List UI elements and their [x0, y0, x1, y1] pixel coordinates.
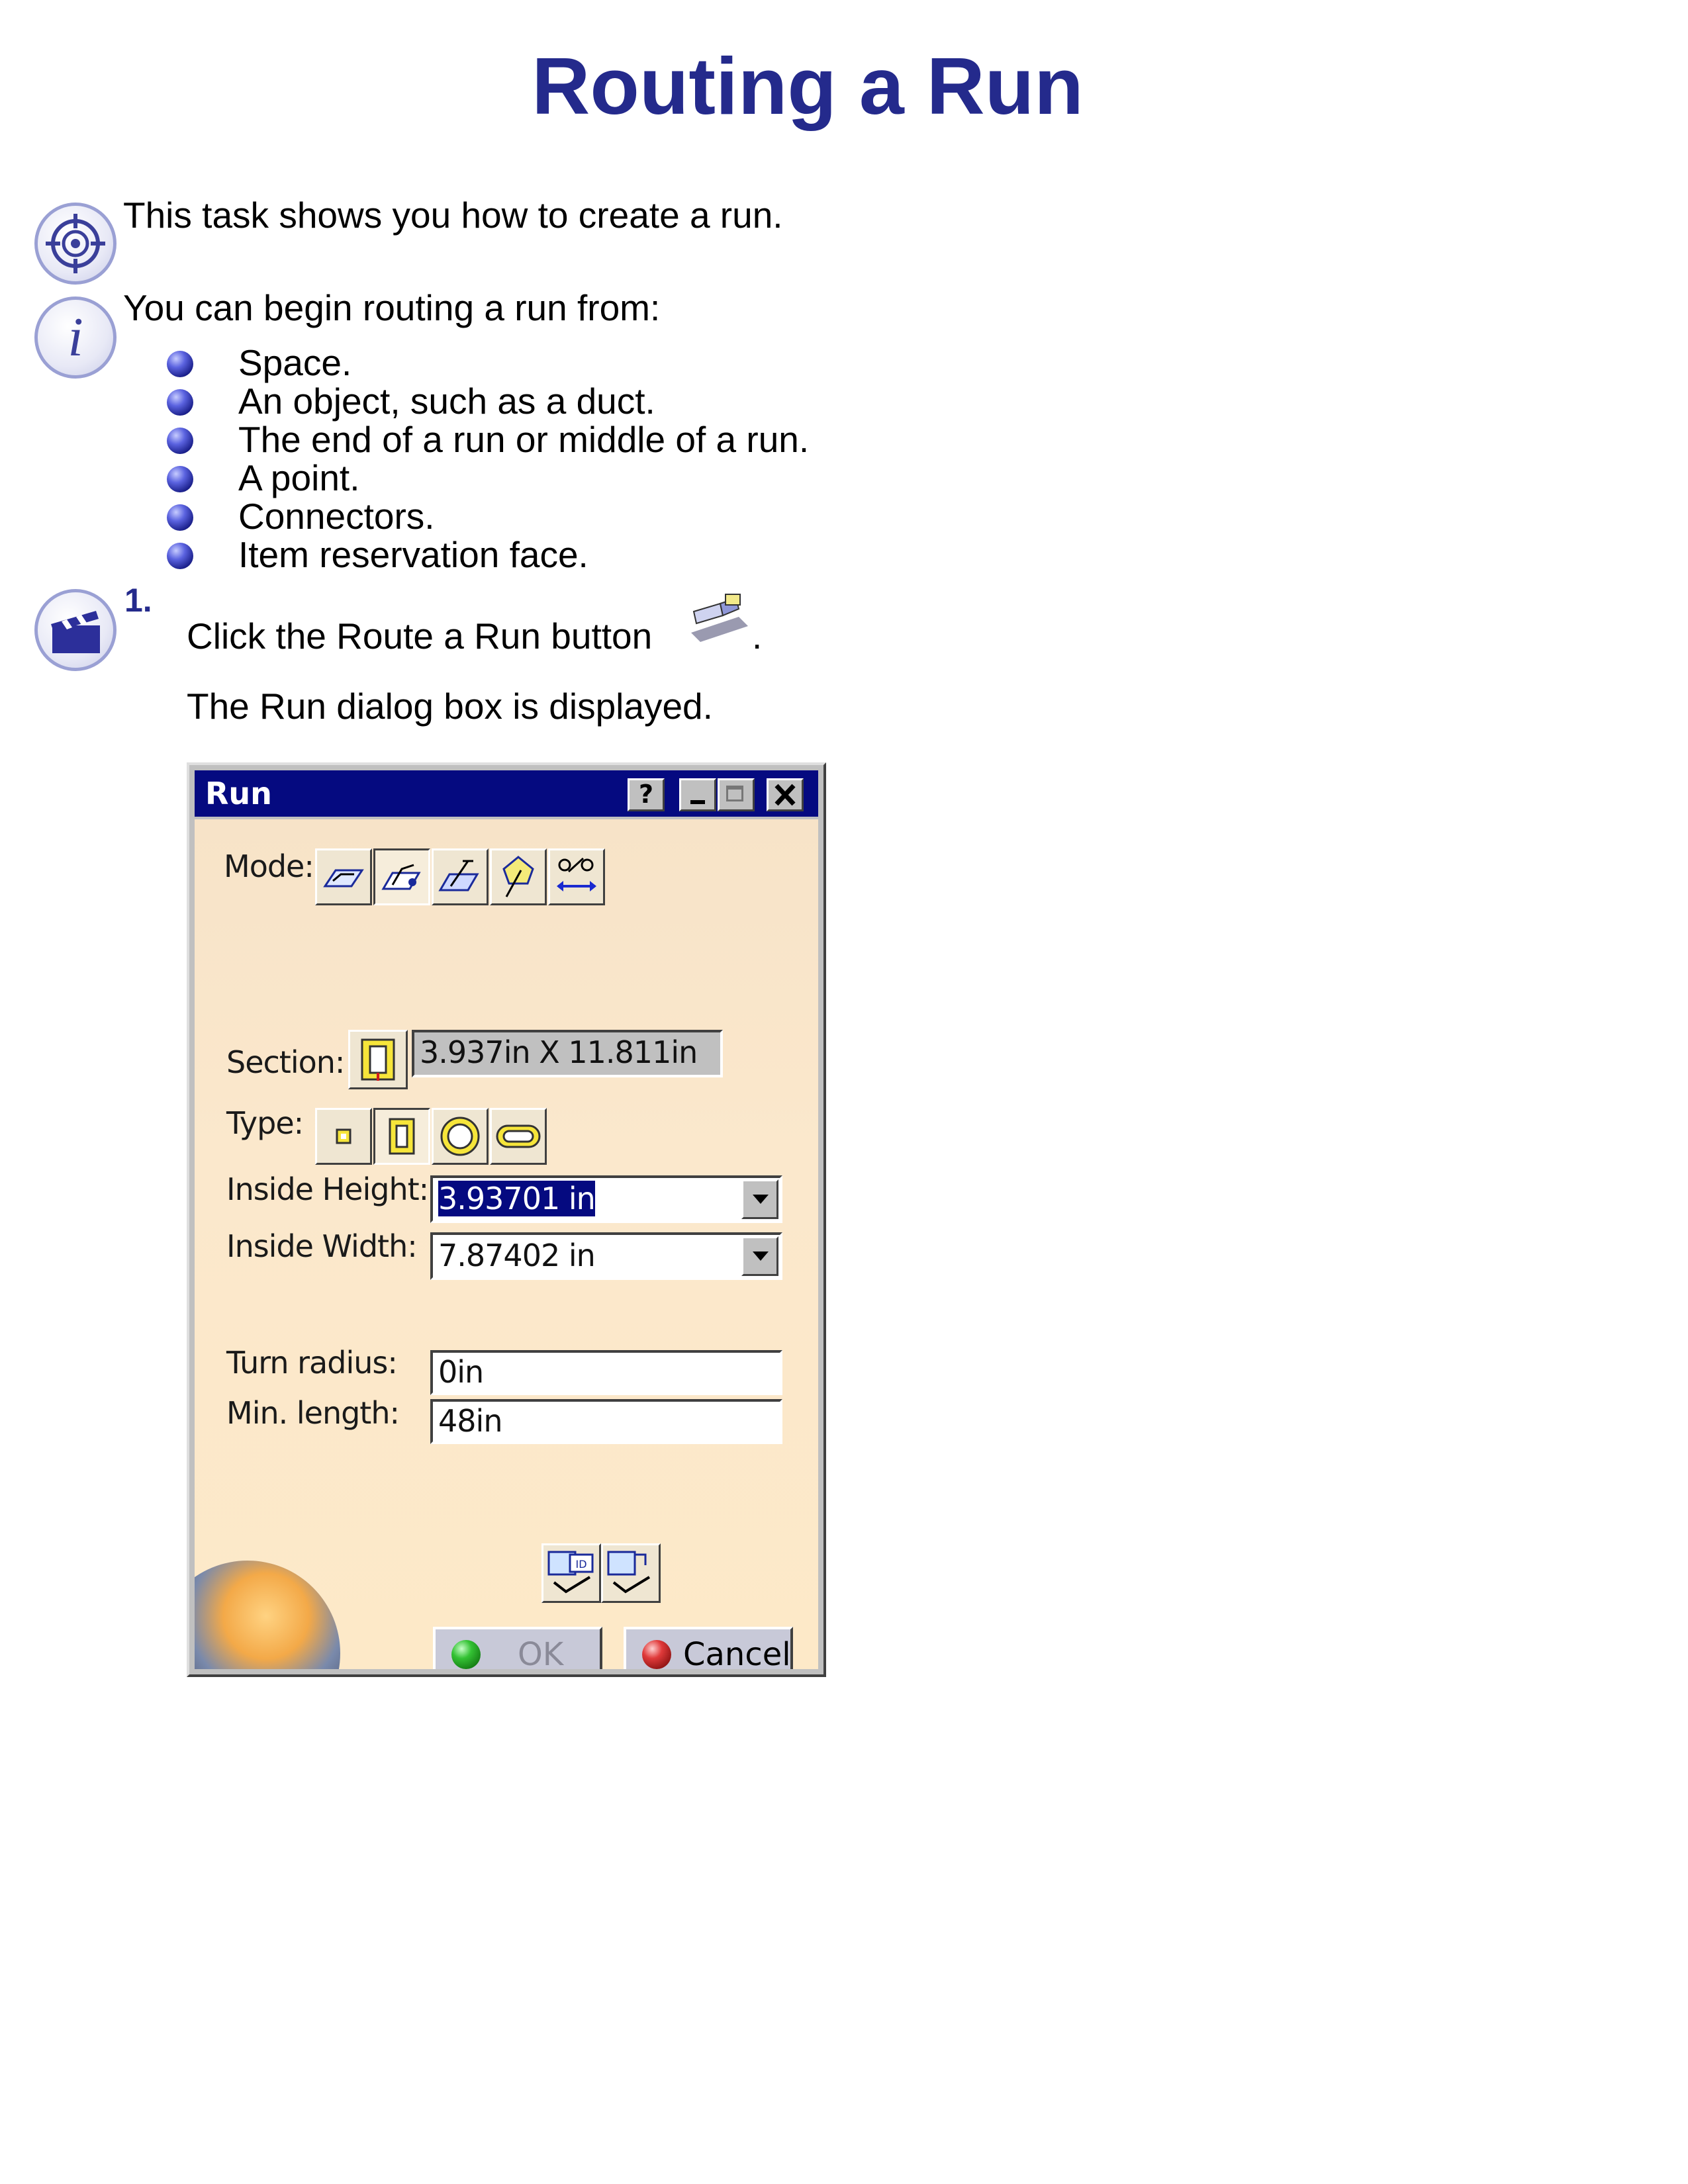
maximize-icon: [726, 786, 743, 801]
route-plane-icon: [375, 850, 428, 903]
properties-icon: [543, 1545, 599, 1601]
page-title: Routing a Run: [532, 41, 1084, 131]
mode-button-4[interactable]: [490, 848, 547, 905]
type-button-round[interactable]: [432, 1108, 489, 1165]
type-button-square[interactable]: [315, 1108, 372, 1165]
round-section-icon: [434, 1110, 487, 1163]
maximize-button[interactable]: [718, 778, 755, 811]
svg-text:ID: ID: [575, 1558, 587, 1570]
list-item: An object, such as a duct.: [238, 381, 655, 422]
inside-height-value: 3.93701 in: [438, 1181, 595, 1216]
mode-button-2[interactable]: [373, 848, 430, 905]
bullet-icon: [167, 504, 193, 531]
rectangular-section-icon: [375, 1110, 428, 1163]
run-option-button-2[interactable]: [601, 1543, 661, 1603]
parameters-icon: [603, 1545, 659, 1601]
type-label: Type:: [226, 1105, 304, 1141]
list-item: Connectors.: [238, 496, 435, 537]
bullet-icon: [167, 428, 193, 454]
square-section-icon: [317, 1110, 370, 1163]
minimize-icon: [690, 800, 705, 804]
step-after: .: [752, 615, 763, 657]
info-lead-text: You can begin routing a run from:: [123, 287, 661, 328]
list-item: The end of a run or middle of a run.: [238, 419, 810, 460]
min-length-input[interactable]: 48in: [430, 1399, 782, 1444]
list-item: A point.: [238, 457, 360, 498]
mode-button-5[interactable]: [548, 848, 605, 905]
mode-label: Mode:: [224, 848, 314, 884]
inside-width-value: 7.87402 in: [438, 1238, 595, 1273]
route-plane-icon: [317, 850, 370, 903]
intro-text: This task shows you how to create a run.: [123, 195, 783, 236]
section-value-field: 3.937in X 11.811in: [412, 1030, 723, 1077]
route-point-icon: [492, 850, 545, 903]
inside-width-label: Inside Width:: [226, 1228, 417, 1264]
target-icon: [34, 203, 117, 285]
chevron-down-icon[interactable]: [741, 1179, 778, 1219]
inside-width-combo[interactable]: [430, 1232, 782, 1280]
mode-button-3[interactable]: [432, 848, 489, 905]
turn-radius-input[interactable]: 0in: [430, 1350, 782, 1395]
flat-oval-section-icon: [492, 1110, 545, 1163]
turn-radius-label: Turn radius:: [226, 1345, 397, 1381]
list-item: Space.: [238, 342, 352, 383]
dialog-title: Run: [205, 776, 272, 811]
dialog-titlebar[interactable]: [195, 770, 818, 817]
rectangular-section-icon: [350, 1032, 406, 1087]
inside-height-combo[interactable]: [430, 1175, 782, 1223]
clapperboard-icon: [34, 589, 117, 671]
info-icon: [34, 296, 117, 379]
help-button[interactable]: ?: [628, 778, 665, 811]
min-length-label: Min. length:: [226, 1395, 399, 1431]
ok-button[interactable]: [433, 1627, 602, 1669]
run-option-button-1[interactable]: [541, 1543, 601, 1603]
bullet-icon: [167, 389, 193, 416]
step-text: Click the Route a Run button: [187, 615, 653, 657]
cancel-button[interactable]: [624, 1627, 793, 1669]
step-number: 1.: [124, 582, 152, 619]
bullet-icon: [167, 466, 193, 492]
cancel-label: Cancel: [683, 1636, 791, 1669]
ok-label: OK: [518, 1636, 564, 1669]
inside-height-label: Inside Height:: [226, 1171, 429, 1207]
section-label: Section:: [226, 1044, 345, 1080]
route-run-icon[interactable]: [687, 592, 751, 642]
type-button-flat-oval[interactable]: [490, 1108, 547, 1165]
globe-decoration: [195, 1561, 340, 1669]
chevron-down-icon[interactable]: [741, 1236, 778, 1276]
ok-ball-icon: [451, 1640, 481, 1669]
cancel-ball-icon: [642, 1640, 671, 1669]
dialog-body: [195, 819, 818, 1669]
svg-text:i: i: [68, 306, 83, 368]
type-button-rectangular[interactable]: [373, 1108, 430, 1165]
mode-button-1[interactable]: [315, 848, 372, 905]
step-result-text: The Run dialog box is displayed.: [187, 686, 713, 727]
bullet-icon: [167, 351, 193, 377]
offset-route-icon: [550, 850, 603, 903]
list-item: Item reservation face.: [238, 534, 588, 575]
close-icon: [769, 780, 802, 809]
close-button[interactable]: [767, 778, 804, 811]
route-surface-icon: [434, 850, 487, 903]
bullet-icon: [167, 543, 193, 569]
section-button[interactable]: [348, 1030, 408, 1089]
minimize-button[interactable]: [679, 778, 716, 811]
run-dialog: [187, 762, 826, 1677]
